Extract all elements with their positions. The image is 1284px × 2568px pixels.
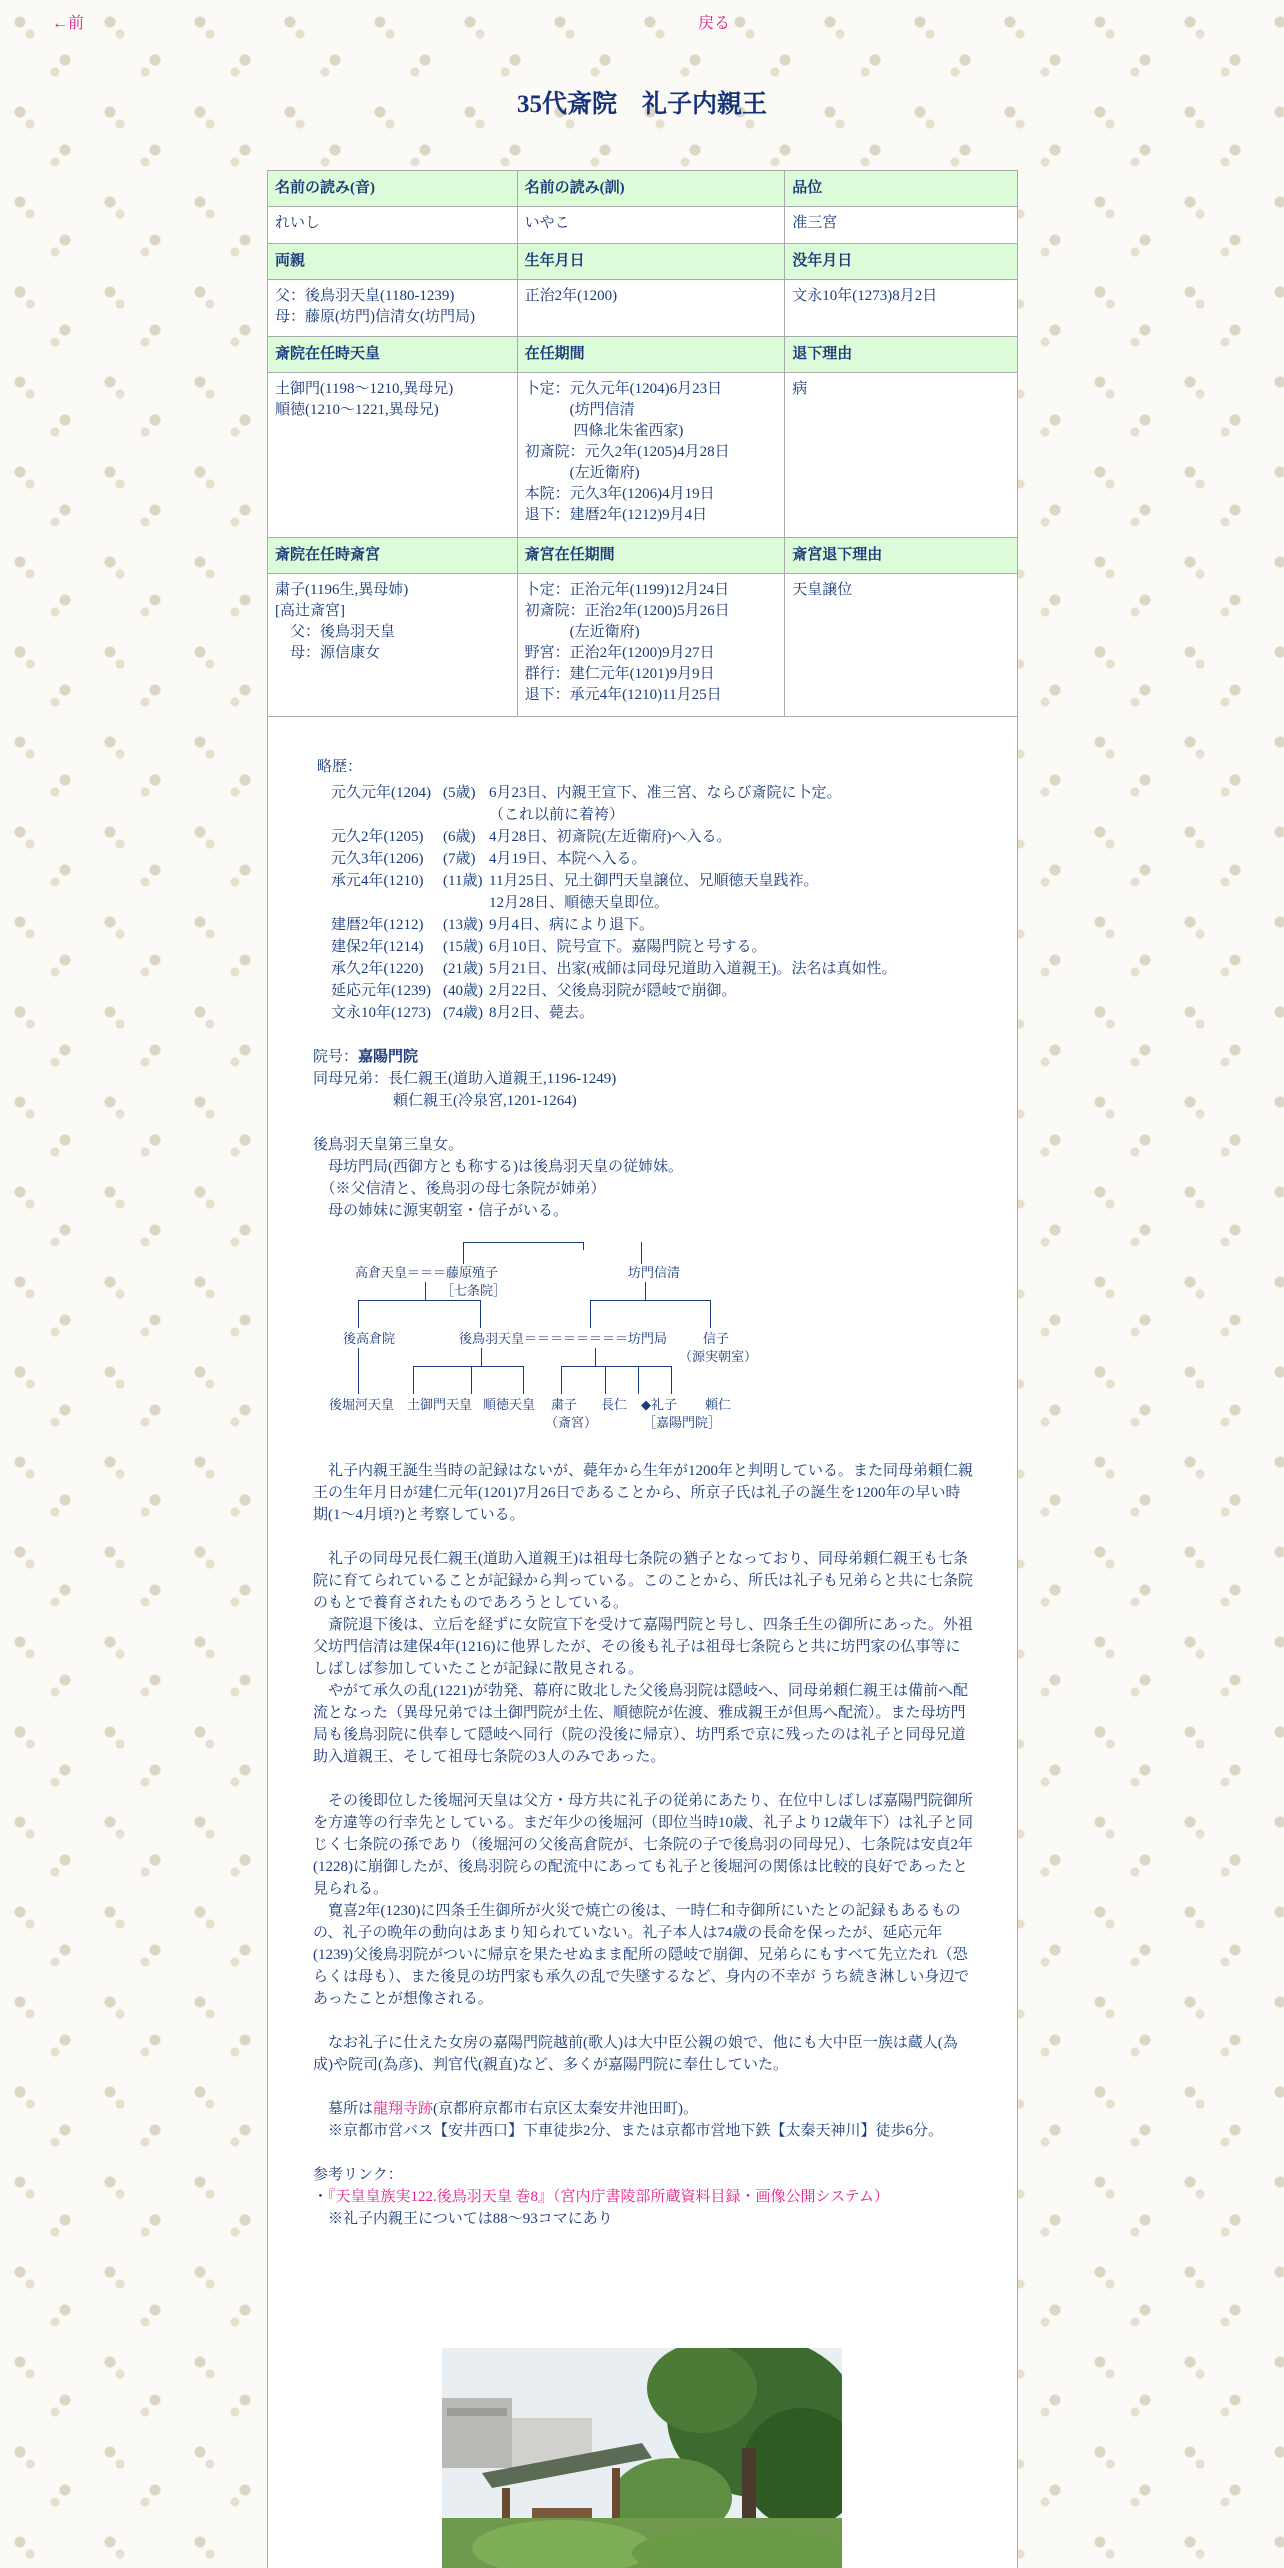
history-date: 承久2年(1220): [331, 961, 424, 977]
history-date: 元久2年(1205): [331, 829, 424, 845]
tree-line: [463, 1242, 464, 1264]
history-date: 延応元年(1239): [331, 983, 431, 999]
history-event: 9月4日、病により退下。: [489, 917, 655, 933]
tree-line: [413, 1366, 414, 1394]
table-header-cell: 退下理由: [785, 337, 1018, 373]
refs-note: ※礼子内親王については88～93コマにあり: [313, 2211, 613, 2227]
history-row: [331, 936, 973, 958]
history-date: 建保2年(1214): [331, 939, 424, 955]
siblings-line: [313, 1068, 973, 1090]
table-cell: 卜定：正治元年(1199)12月24日 初斎院：正治2年(1200)5月26日 (左近衛府) 野宮：正治2年(1200)9月27日 群行：建仁元年(1201)9月9日 退下：承元4年(1210)11月25日: [517, 574, 785, 717]
history-age: (21歳): [443, 961, 483, 977]
grave-link[interactable]: 龍翔寺跡: [373, 2101, 434, 2117]
history-age: (11歳): [443, 873, 483, 889]
history-event: 8月2日、薨去。: [489, 1005, 595, 1021]
tree-line: [481, 1348, 482, 1366]
body-paragraph: その後即位した後堀河天皇は父方・母方共に礼子の従弟にあたり、在位中しばしば嘉陽門院御所を方違等の行幸先としている。まだ年少の後堀河（即位当時10歳、礼子より12歳年下）は礼子と同じく七条院の孫であり（後堀河の父後高倉院が、七条院の子で後鳥羽の同母兄）、七条院は安貞2年(1228)に崩御したが、後鳥羽院らの配流中にあっても礼子と後堀河の関係は比較的良好であったと見られる。: [313, 1793, 974, 1897]
tree-line: [641, 1242, 642, 1264]
table-cell: 土御門(1198～1210,異母兄) 順徳(1210～1221,異母兄): [268, 373, 518, 538]
history-row: [331, 826, 973, 848]
history-age: (40歳): [443, 983, 483, 999]
ingo-value: 嘉陽門院: [358, 1049, 419, 1065]
grave-photo: [442, 2348, 842, 2568]
history-event: 11月25日、兄土御門天皇譲位、兄順徳天皇践祚。 12月28日、順徳天皇即位。: [489, 873, 819, 911]
table-header-row: [268, 244, 1018, 280]
table-cell: 正治2年(1200): [517, 280, 785, 337]
note-line: （※父信清と、後鳥羽の母七条院が姉弟）: [313, 1181, 606, 1197]
tree-node-saigu: （斎宮）: [545, 1415, 598, 1430]
profile-table: [267, 170, 1018, 717]
refs-link-primary[interactable]: 『天皇皇族実122.後鳥羽天皇 巻8』: [328, 2189, 554, 2205]
tree-line: [595, 1348, 596, 1366]
tree-line: [425, 1282, 426, 1300]
history-age: (6歳): [443, 829, 476, 845]
grave-line: [313, 2098, 973, 2120]
tree-line: [710, 1300, 711, 1328]
tree-line: [638, 1366, 639, 1394]
tree-line: [358, 1300, 480, 1301]
table-cell: 粛子(1196生,異母姉) [高辻斎宮] 父：後鳥羽天皇 母：源信康女: [268, 574, 518, 717]
tree-node-chojin: 長仁: [601, 1397, 628, 1412]
tree-node-reishi: ◆礼子: [641, 1397, 677, 1412]
table-header-cell: 両親: [268, 244, 518, 280]
grave-suffix: (京都府京都市右京区太秦安井池田町)。: [433, 2101, 699, 2117]
ingo-label: 院号：: [313, 1049, 359, 1065]
back-link[interactable]: 戻る: [698, 15, 731, 32]
body-paragraph: なお礼子に仕えた女房の嘉陽門院越前(歌人)は大中臣公親の娘で、他にも大中臣一族は蔵人(為成)や院司(為彦)、判官代(親直)など、多くが嘉陽門院に奉仕していた。: [313, 2035, 958, 2073]
refs-bullet: ・: [313, 2189, 329, 2205]
body-paragraph: 斎院退下後は、立后を経ずに女院宣下を受けて嘉陽門院と号し、四条壬生の御所にあった。外祖父坊門信清は建保4年(1216)に他界したが、その後も礼子は祖母七条院らと共に坊門家の仏事等にしばしば参加していたことが記録に散見される。: [313, 1617, 973, 1677]
tree-line: [358, 1300, 359, 1328]
history-event: 6月10日、院号宣下。嘉陽門院と号する。: [489, 939, 767, 955]
tree-line: [523, 1366, 524, 1394]
history-date: 建暦2年(1212): [331, 917, 424, 933]
tree-line: [463, 1242, 583, 1243]
history-event: 2月22日、父後鳥羽院が隠岐で崩御。: [489, 983, 737, 999]
table-header-cell: 斎宮退下理由: [785, 538, 1018, 574]
table-header-cell: 名前の読み(訓): [517, 171, 785, 207]
tree-line: [583, 1242, 584, 1250]
tree-node-gotakakura: 後高倉院: [343, 1331, 396, 1346]
tree-line: [671, 1366, 672, 1394]
history-event: 5月21日、出家(戒師は同母兄道助入道親王)。法名は真如性。: [489, 961, 897, 977]
table-header-cell: 斎宮在任期間: [517, 538, 785, 574]
tree-line: [561, 1366, 671, 1367]
grave-access: ※京都市営バス【安井西口】下車徒歩2分、または京都市営地下鉄【太秦天神川】徒歩6分。: [313, 2123, 944, 2139]
tree-node-shichijo: ［七条院］: [441, 1283, 507, 1298]
history-row: [331, 980, 973, 1002]
family-tree: [313, 1240, 973, 1450]
table-cell: いやこ: [517, 207, 785, 244]
tree-line: [413, 1366, 523, 1367]
history-row: [331, 1002, 973, 1024]
tree-line: [358, 1348, 359, 1394]
history-age: (13歳): [443, 917, 483, 933]
tree-node-gohorikawa: 後堀河天皇: [329, 1397, 395, 1412]
tree-node-nobukiyo: 坊門信清: [628, 1265, 681, 1280]
history-row: [331, 914, 973, 936]
table-header-cell: 生年月日: [517, 244, 785, 280]
tree-node-kayo: ［嘉陽門院］: [643, 1415, 722, 1430]
history-event: 6月23日、内親王宣下、准三宮、ならび斎院に卜定。 （これ以前に着袴）: [489, 785, 842, 823]
table-header-cell: 品位: [785, 171, 1018, 207]
note-line: 母の姉妹に源実朝室・信子がいる。: [313, 1203, 569, 1219]
table-cell: 天皇譲位: [785, 574, 1018, 717]
tree-line: [480, 1300, 481, 1328]
tree-node-yorihito: 頼仁: [705, 1397, 732, 1412]
tree-line: [590, 1300, 591, 1328]
table-header-row: [268, 337, 1018, 373]
table-header-row: [268, 171, 1018, 207]
table-row: [268, 574, 1018, 717]
table-row: [268, 207, 1018, 244]
table-cell: 准三宮: [785, 207, 1018, 244]
history-row: [331, 782, 973, 826]
sibling-name: 頼仁親王(冷泉宮,1201-1264): [393, 1093, 577, 1109]
note-line: 後鳥羽天皇第三皇女。: [313, 1137, 464, 1153]
history-age: (5歳): [443, 785, 476, 801]
top-navigation: [0, 10, 1284, 34]
table-cell: 卜定：元久元年(1204)6月23日 (坊門信清 四條北朱雀西家) 初斎院：元久2年(1205)4月28日 (左近衛府) 本院：元久3年(1206)4月19日 退下：建暦2年(1212)9月4日: [517, 373, 785, 538]
history-age: (15歳): [443, 939, 483, 955]
history-age: (7歳): [443, 851, 476, 867]
table-cell: 父：後鳥羽天皇(1180-1239) 母：藤原(坊門)信清女(坊門局): [268, 280, 518, 337]
body-paragraph: 寛喜2年(1230)に四条壬生御所が火災で焼亡の後は、一時仁和寺御所にいたとの記録もあるものの、礼子の晩年の動向はあまり知られていない。礼子本人は74歳の長命を保ったが、延応元年(1239)父後鳥羽院がついに帰京を果たせぬまま配所の隠岐で崩御、兄弟らにもすべて先立たれ（恐らくは母も）、また後見の坊門家も承久の乱で失墜するなど、身内の不幸が うち続き淋しい身辺であったことが想像される。: [313, 1903, 970, 2007]
table-cell: 文永10年(1273)8月2日: [785, 280, 1018, 337]
tree-line: [561, 1366, 562, 1394]
history-event: 4月19日、本院へ入る。: [489, 851, 647, 867]
history-date: 元久元年(1204): [331, 785, 431, 801]
history-event: 4月28日、初斎院(左近衛府)へ入る。: [489, 829, 732, 845]
table-row: [268, 280, 1018, 337]
table-header-cell: 名前の読み(音): [268, 171, 518, 207]
page-title: 35代斎院 礼子内親王: [516, 91, 767, 118]
table-cell: 病: [785, 373, 1018, 538]
history-date: 文永10年(1273): [331, 1005, 431, 1021]
tree-node-takakura: 高倉天皇＝＝＝藤原殖子: [355, 1265, 499, 1280]
table-header-cell: 斎院在任時天皇: [268, 337, 518, 373]
history-row: [331, 958, 973, 980]
tree-node-nobuko: 信子: [703, 1331, 730, 1346]
grave-photo-image: [442, 2348, 842, 2568]
history-row: [331, 870, 973, 914]
tree-node-sanetomo: （源実朝室）: [679, 1349, 758, 1364]
sibling-name: 長仁親王(道助入道親王,1196-1249): [388, 1071, 617, 1087]
body-paragraph: 礼子内親王誕生当時の記録はないが、薨年から生年が1200年と判明している。また同母弟頼仁親王の生年月日が建仁元年(1201)7月26日であることから、所京子氏は礼子の誕生を1200年の早い時期(1～4月頃?)と考察している。: [313, 1463, 974, 1523]
body-paragraph: やがて承久の乱(1221)が勃発、幕府に敗北した父後鳥羽院は隠岐へ、同母弟頼仁親王は備前へ配流となった（異母兄弟では土御門院が土佐、順徳院が佐渡、雅成親王が但馬へ配流）。また母坊門局も後鳥羽院に供奉して隠岐へ同行（院の没後に帰京）、坊門系で京に残ったのは礼子と同母兄道助入道親王、そして祖母七条院の3人のみであった。: [313, 1683, 968, 1765]
tree-node-shukushi: 粛子: [551, 1397, 578, 1412]
history-date: 元久3年(1206): [331, 851, 424, 867]
refs-link-secondary[interactable]: （宮内庁書陵部所蔵資料目録・画像公開システム）: [553, 2189, 890, 2205]
table-header-cell: 没年月日: [785, 244, 1018, 280]
ingo-line: [313, 1046, 973, 1068]
grave-prefix: 墓所は: [313, 2101, 374, 2117]
tree-node-gotoba: 後鳥羽天皇＝＝＝＝＝＝＝＝坊門局: [459, 1331, 668, 1346]
body-paragraph: 礼子の同母兄長仁親王(道助入道親王)は祖母七条院の猶子となっており、同母弟頼仁親王も七条院に育てられていることが記録から判っている。このことから、所氏は礼子も兄弟らと共に七条院のもとで養育されたものであろうとしている。: [313, 1551, 974, 1611]
history-row: [331, 848, 973, 870]
main-content: [313, 756, 973, 2230]
table-header-row: [268, 538, 1018, 574]
tree-line: [645, 1282, 646, 1300]
prev-link[interactable]: ←前: [52, 15, 85, 32]
siblings-label: 同母兄弟：: [313, 1071, 389, 1087]
table-header-cell: 斎院在任時斎宮: [268, 538, 518, 574]
tree-line: [605, 1366, 606, 1394]
history-age: (74歳): [443, 1005, 483, 1021]
history-label: 略歴：: [317, 759, 363, 775]
tree-node-tsuchimikado: 土御門天皇: [407, 1397, 473, 1412]
tree-line: [471, 1366, 472, 1394]
history-list: [331, 782, 973, 1024]
history-date: 承元4年(1210): [331, 873, 424, 889]
refs-item: [313, 2186, 973, 2208]
note-line: 母坊門局(西御方とも称する)は後鳥羽天皇の従姉妹。: [313, 1159, 683, 1175]
tree-node-juntoku: 順徳天皇: [483, 1397, 536, 1412]
refs-label: 参考リンク：: [313, 2167, 403, 2183]
tree-line: [590, 1300, 710, 1301]
table-row: [268, 373, 1018, 538]
table-cell: れいし: [268, 207, 518, 244]
table-header-cell: 在任期間: [517, 337, 785, 373]
